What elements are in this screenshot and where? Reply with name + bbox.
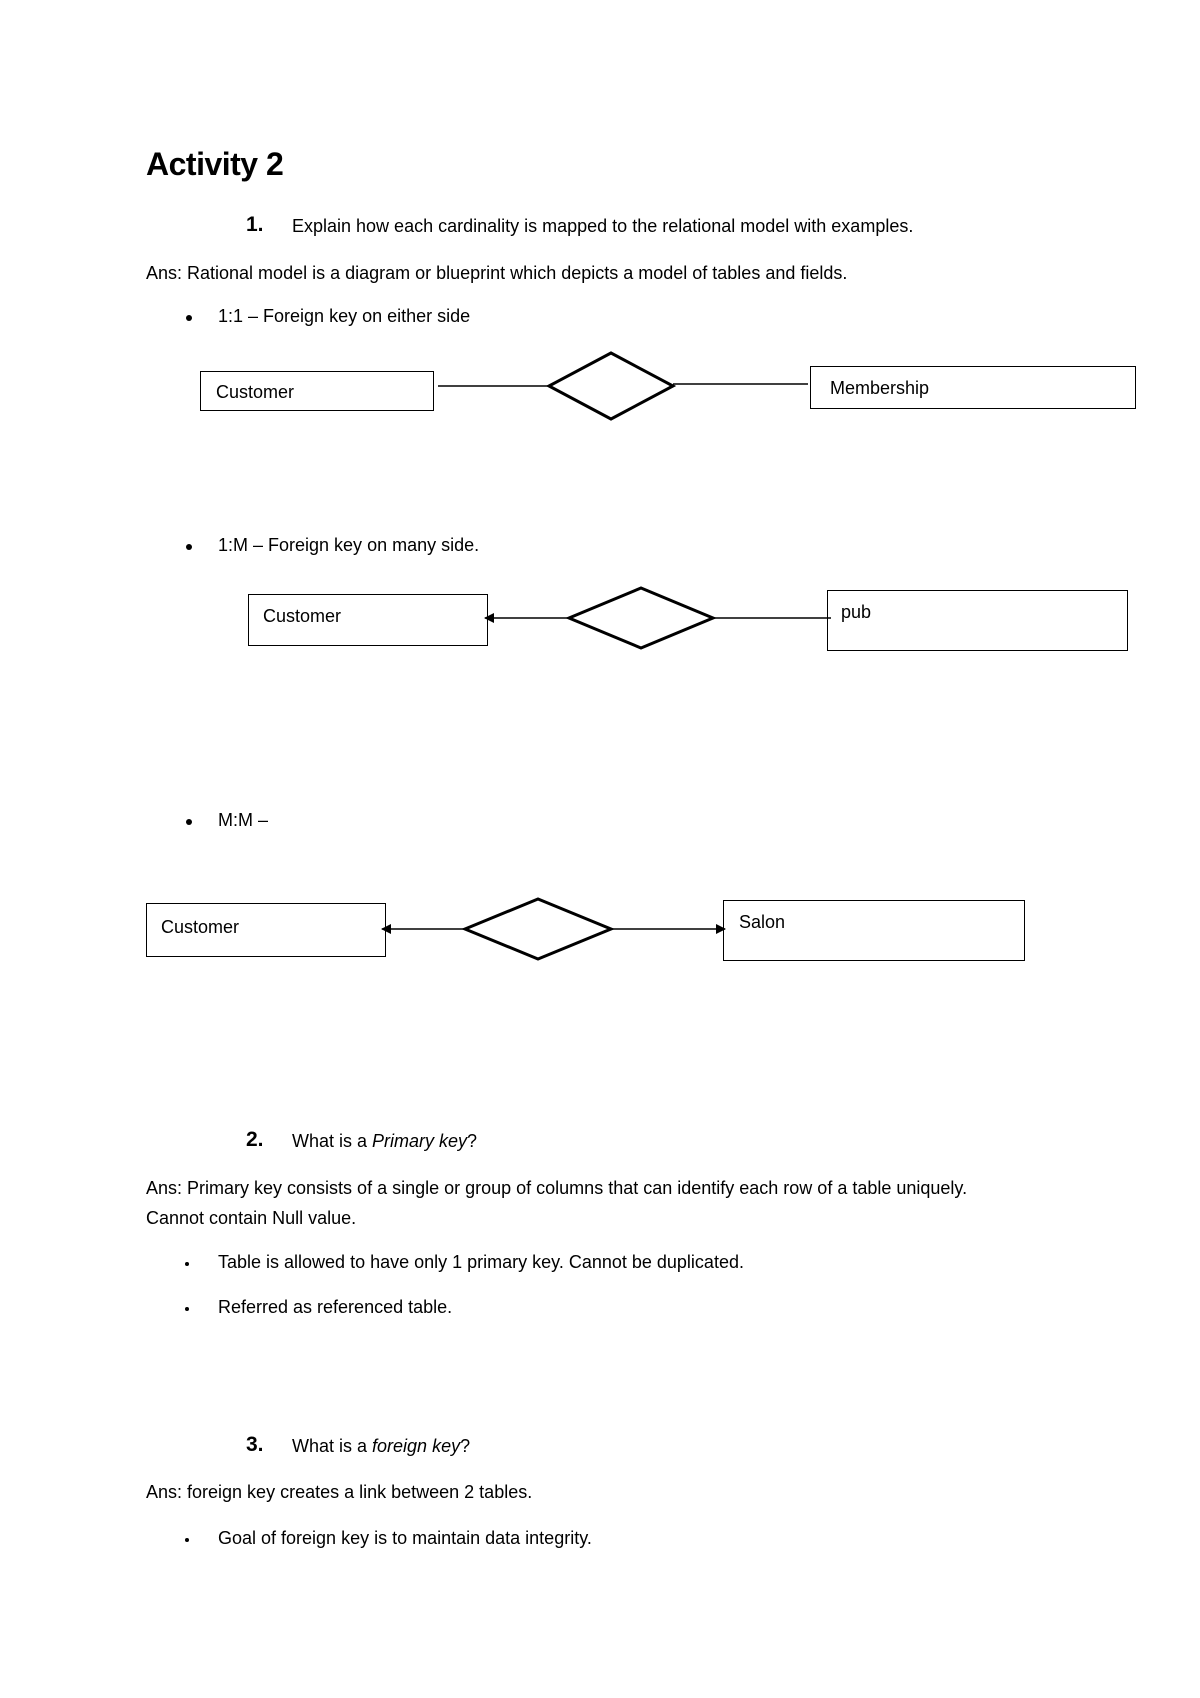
page-title: Activity 2	[146, 146, 284, 182]
entity-pub-box	[827, 590, 1128, 651]
cardinality-m-m-label: M:M –	[218, 810, 269, 830]
question-1-text: Explain how each cardinality is mapped to the relational model with examples.	[292, 216, 914, 236]
entity-customer-label: Customer	[216, 382, 295, 402]
question-1-number: 1.	[246, 213, 264, 236]
question-2-bullet: Referred as referenced table.	[218, 1297, 453, 1317]
question-1-answer: Ans: Rational model is a diagram or blueprint which depicts a model of tables and fields.	[146, 263, 848, 283]
relationship-diamond	[465, 899, 611, 959]
entity-salon-label: Salon	[739, 912, 786, 932]
question-3-text: What is a foreign key?	[292, 1436, 471, 1456]
entity-customer-label: Customer	[263, 606, 342, 626]
entity-pub-label: pub	[841, 602, 872, 622]
diagram-one-to-one	[438, 353, 808, 419]
cardinality-1-1-label: 1:1 – Foreign key on either side	[218, 306, 471, 326]
relationship-diamond	[549, 353, 673, 419]
entity-membership-label: Membership	[830, 378, 930, 398]
question-3-bullet: Goal of foreign key is to maintain data integrity.	[218, 1528, 592, 1548]
question-2-text: What is a Primary key?	[292, 1131, 478, 1151]
entity-customer-label: Customer	[161, 917, 240, 937]
question-3-answer: Ans: foreign key creates a link between 2 tables.	[146, 1482, 533, 1502]
question-2-bullet: Table is allowed to have only 1 primary key. Cannot be duplicated.	[218, 1252, 744, 1272]
question-2-number: 2.	[246, 1128, 264, 1151]
diagram-one-to-many	[485, 588, 831, 648]
bullet-dot	[185, 1538, 189, 1542]
relationship-diamond	[569, 588, 713, 648]
bullet-dot	[185, 1307, 189, 1311]
diagram-many-to-many	[382, 899, 725, 959]
cardinality-1-m-label: 1:M – Foreign key on many side.	[218, 535, 480, 555]
question-3-number: 3.	[246, 1433, 264, 1456]
question-2-answer: Ans: Primary key consists of a single or group of columns that can identify each row of a table uniquely. Cannot contain Null value.	[146, 1178, 968, 1228]
bullet-dot	[185, 1262, 189, 1266]
